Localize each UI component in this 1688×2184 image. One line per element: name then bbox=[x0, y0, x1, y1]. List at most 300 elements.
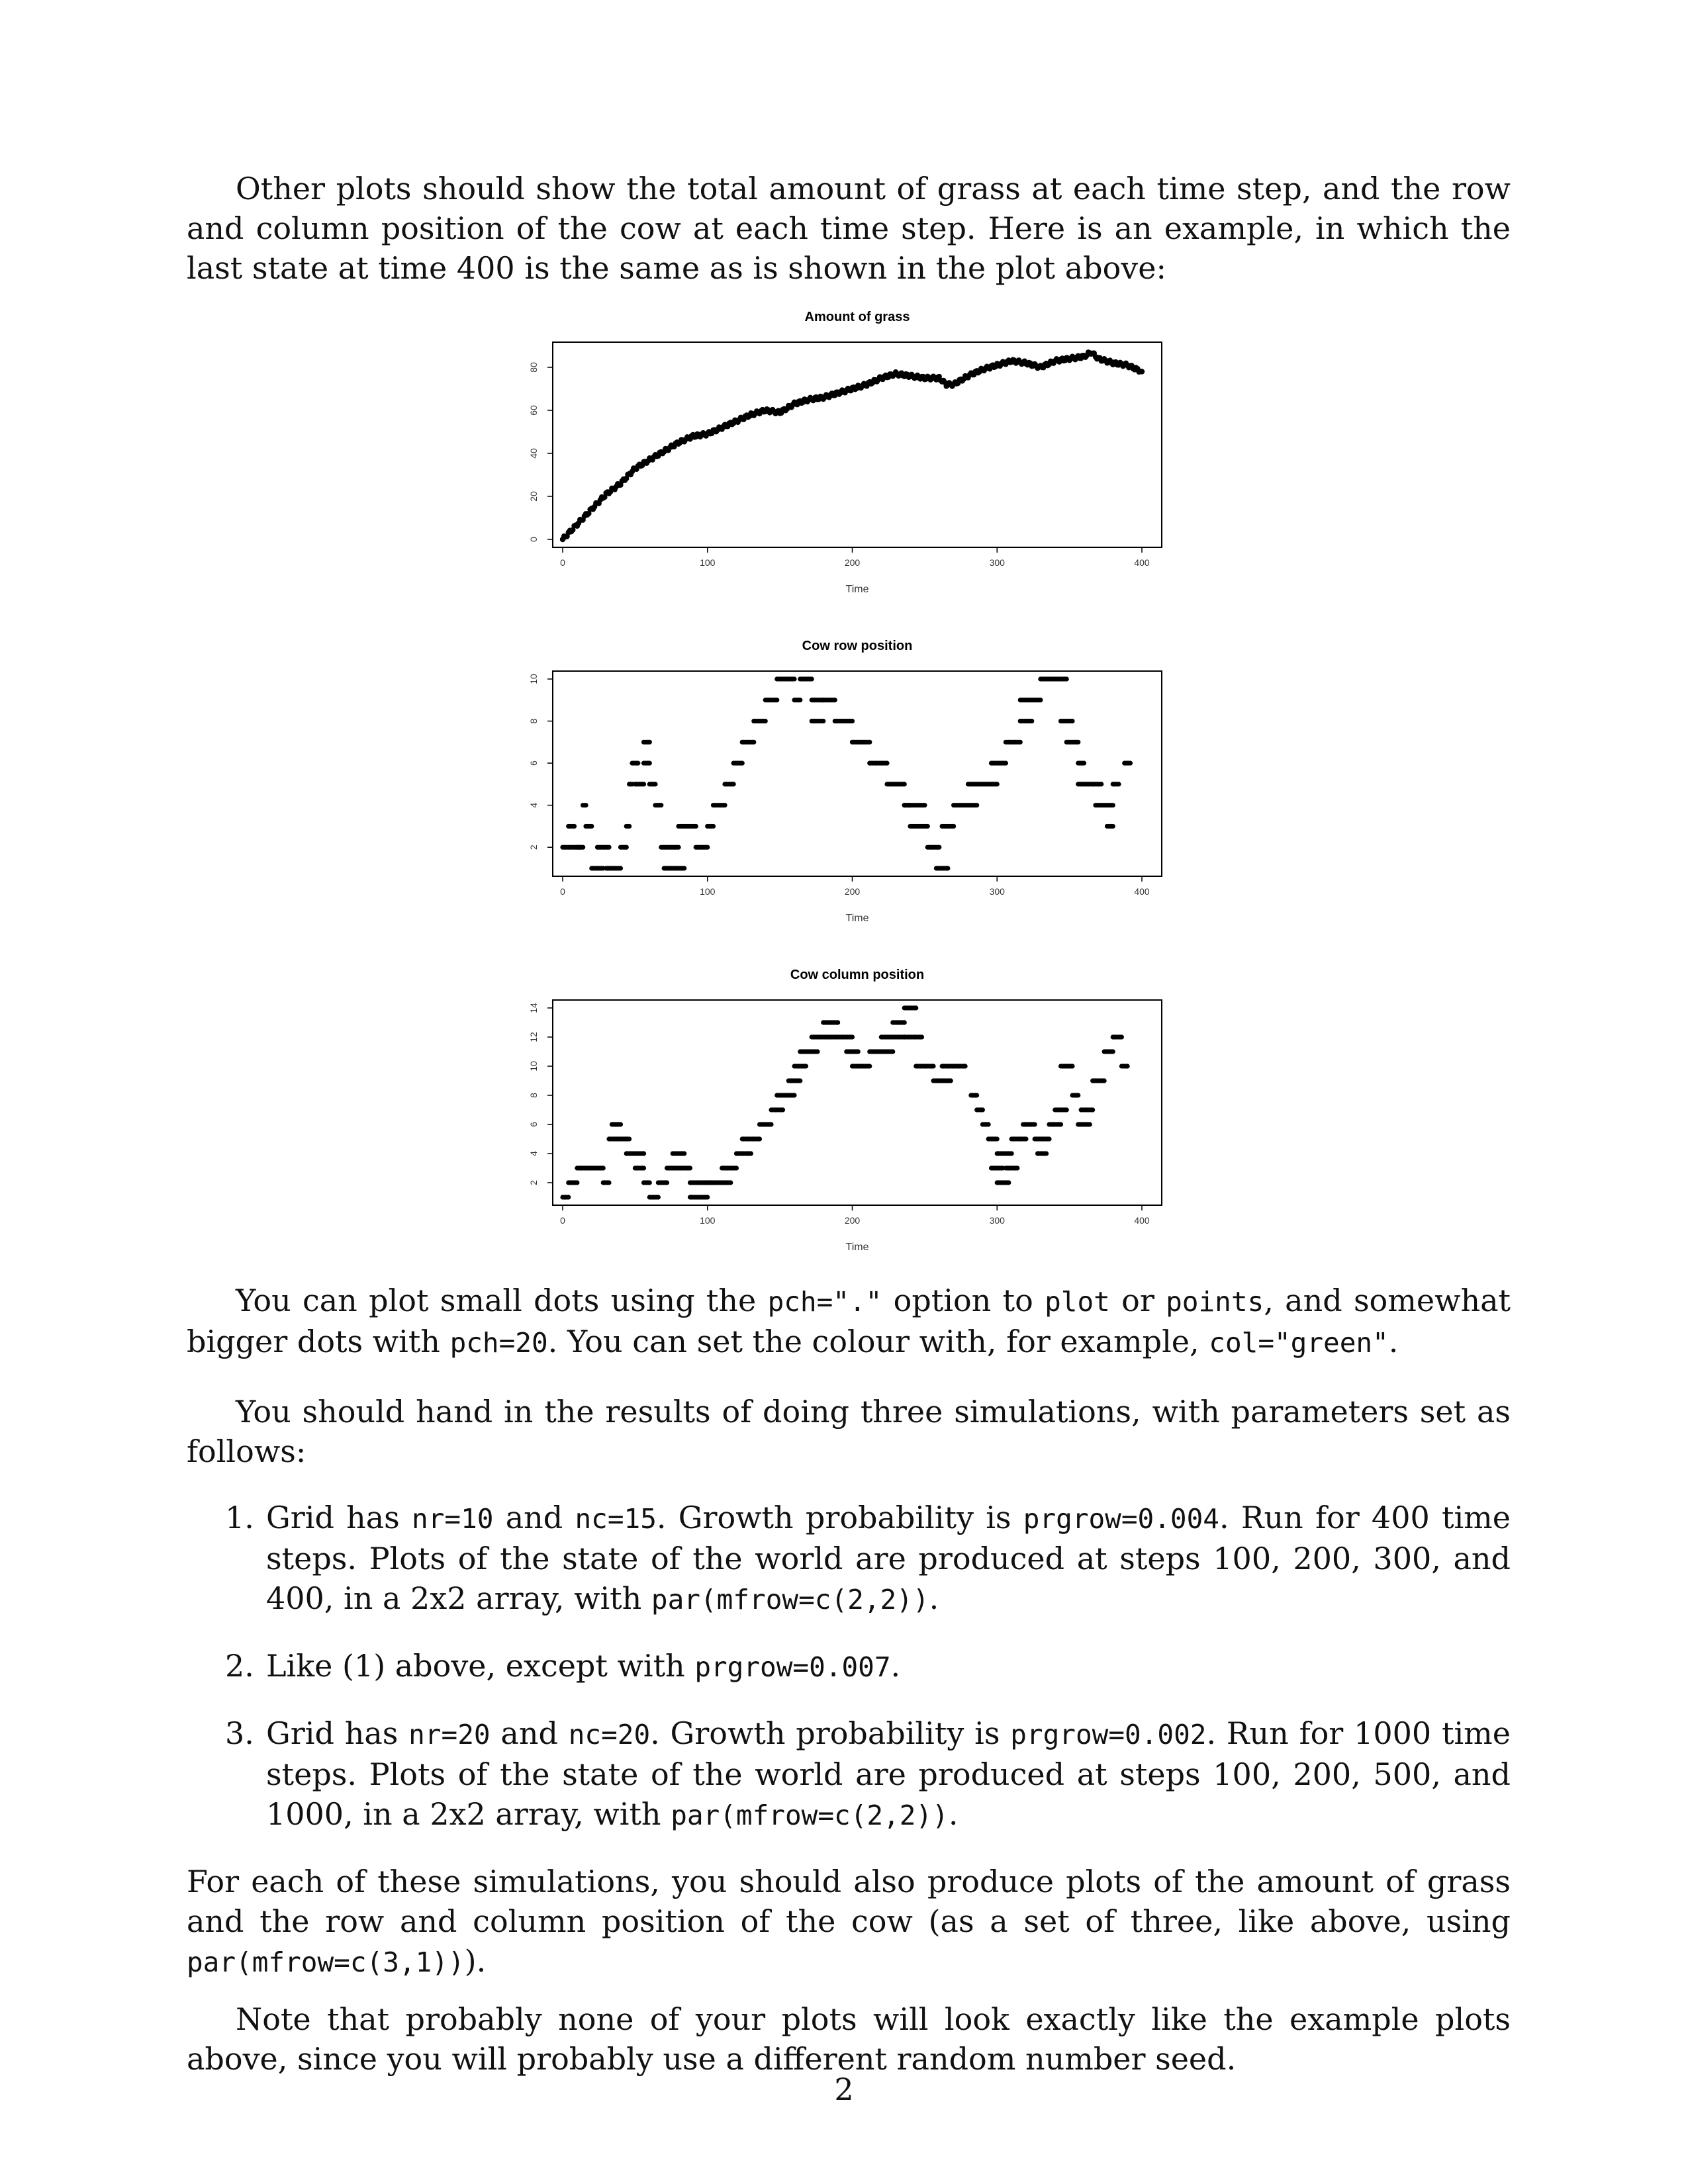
data-point bbox=[1077, 761, 1082, 766]
data-point bbox=[1027, 361, 1033, 366]
data-point bbox=[1077, 782, 1082, 786]
x-axis-label: Time bbox=[845, 913, 869, 924]
data-point bbox=[1080, 1107, 1085, 1112]
data-point bbox=[644, 761, 649, 766]
data-point bbox=[1009, 740, 1014, 745]
y-tick-label: 14 bbox=[528, 1003, 539, 1013]
data-point bbox=[694, 845, 698, 850]
pch-code-4: pch=20 bbox=[449, 1327, 548, 1359]
data-point bbox=[918, 803, 923, 807]
data-point bbox=[1128, 761, 1133, 766]
data-point bbox=[980, 1122, 985, 1126]
data-point bbox=[856, 1049, 861, 1054]
data-point bbox=[585, 512, 590, 518]
data-point bbox=[822, 698, 827, 702]
data-point bbox=[983, 366, 988, 371]
data-point bbox=[700, 430, 706, 435]
data-point bbox=[624, 845, 629, 850]
data-point bbox=[1019, 361, 1024, 367]
data-point bbox=[799, 1049, 804, 1054]
data-point bbox=[849, 719, 853, 723]
data-point bbox=[740, 1151, 745, 1156]
data-point bbox=[1058, 1064, 1063, 1068]
data-point bbox=[914, 1034, 918, 1039]
data-point bbox=[977, 1107, 982, 1112]
data-point bbox=[939, 379, 945, 385]
data-point bbox=[695, 1180, 700, 1185]
data-point bbox=[1018, 698, 1023, 702]
data-point bbox=[860, 740, 865, 745]
data-point bbox=[1028, 719, 1033, 723]
data-point bbox=[637, 1165, 641, 1170]
data-point bbox=[712, 427, 717, 432]
data-point bbox=[990, 1136, 995, 1141]
data-point bbox=[1103, 803, 1108, 807]
data-point bbox=[695, 1195, 700, 1199]
data-point bbox=[780, 1107, 785, 1112]
data-point bbox=[579, 1165, 584, 1170]
y-tick-label: 2 bbox=[528, 844, 539, 850]
data-point bbox=[657, 803, 662, 807]
data-point bbox=[854, 1049, 859, 1054]
item3-text-5: . bbox=[948, 1796, 959, 1832]
data-point bbox=[1029, 698, 1034, 702]
data-point bbox=[624, 1136, 629, 1141]
data-point bbox=[988, 782, 992, 786]
data-point bbox=[673, 866, 678, 870]
data-point bbox=[680, 1151, 685, 1156]
grass-plot bbox=[510, 301, 1185, 612]
data-point bbox=[825, 1020, 830, 1024]
data-point bbox=[641, 1165, 646, 1170]
data-point bbox=[1060, 1107, 1064, 1112]
data-point bbox=[796, 1064, 801, 1068]
data-point bbox=[1084, 1107, 1089, 1112]
data-point bbox=[1027, 698, 1031, 702]
data-point bbox=[728, 420, 733, 425]
data-point bbox=[971, 372, 976, 377]
pch-text-2: option to bbox=[882, 1283, 1045, 1318]
data-point bbox=[1078, 355, 1084, 361]
x-tick-label: 300 bbox=[989, 886, 1005, 897]
data-point bbox=[937, 866, 941, 870]
data-point bbox=[645, 761, 650, 766]
data-point bbox=[1015, 1136, 1019, 1141]
data-point bbox=[1113, 1034, 1118, 1039]
data-point bbox=[827, 698, 831, 702]
data-point bbox=[853, 740, 857, 745]
data-point bbox=[945, 382, 951, 387]
data-point bbox=[614, 1122, 618, 1126]
data-point bbox=[753, 411, 758, 416]
data-point bbox=[954, 381, 959, 387]
data-point bbox=[1009, 1136, 1014, 1141]
data-point bbox=[882, 1034, 886, 1039]
data-point bbox=[582, 1165, 586, 1170]
data-point bbox=[956, 803, 961, 807]
column-plot bbox=[510, 959, 1185, 1270]
data-point bbox=[650, 782, 655, 786]
data-point bbox=[855, 383, 861, 388]
data-point bbox=[735, 761, 740, 766]
data-point bbox=[843, 719, 847, 723]
data-point bbox=[562, 845, 567, 850]
data-point bbox=[729, 1165, 734, 1170]
data-point bbox=[633, 1165, 637, 1170]
data-point bbox=[934, 866, 939, 870]
data-point bbox=[847, 388, 852, 393]
data-point bbox=[1049, 1122, 1053, 1126]
data-point bbox=[1103, 357, 1108, 363]
data-point bbox=[951, 803, 956, 807]
handin-paragraph: You should hand in the results of doing three simulations, with parameters set as follows: bbox=[187, 1394, 1511, 1469]
data-point bbox=[624, 476, 629, 481]
data-point bbox=[653, 782, 657, 786]
data-point bbox=[864, 383, 869, 388]
data-point bbox=[1045, 363, 1051, 368]
data-point bbox=[1033, 1122, 1037, 1126]
data-point bbox=[825, 698, 830, 702]
data-point bbox=[854, 1064, 859, 1068]
data-point bbox=[821, 698, 825, 702]
data-point bbox=[940, 1064, 945, 1068]
data-point bbox=[1111, 359, 1117, 365]
data-point bbox=[671, 1165, 675, 1170]
data-point bbox=[688, 824, 692, 829]
y-tick-label: 10 bbox=[528, 674, 539, 684]
data-point bbox=[840, 719, 845, 723]
data-point bbox=[1038, 363, 1043, 368]
data-point bbox=[1000, 359, 1006, 364]
data-point bbox=[967, 782, 972, 786]
data-point bbox=[756, 719, 761, 723]
data-point bbox=[833, 719, 837, 723]
data-point bbox=[1112, 782, 1117, 786]
data-point bbox=[626, 471, 632, 477]
data-point bbox=[696, 432, 701, 437]
data-point bbox=[714, 429, 719, 434]
data-point bbox=[744, 1136, 749, 1141]
x-tick-label: 400 bbox=[1134, 886, 1150, 897]
data-point bbox=[769, 698, 773, 702]
data-point bbox=[910, 824, 914, 829]
data-point bbox=[792, 676, 796, 681]
data-point bbox=[594, 1165, 598, 1170]
data-point bbox=[1082, 761, 1086, 766]
data-point bbox=[794, 698, 798, 702]
data-point bbox=[680, 437, 685, 443]
data-point bbox=[972, 1093, 976, 1097]
data-point bbox=[608, 489, 613, 494]
data-point bbox=[705, 845, 710, 850]
data-point bbox=[1005, 740, 1009, 745]
data-point bbox=[810, 676, 814, 681]
data-point bbox=[567, 1180, 572, 1185]
row-chart bbox=[510, 630, 1185, 941]
data-point bbox=[1044, 1151, 1049, 1156]
data-point bbox=[917, 1064, 921, 1068]
data-point bbox=[993, 1136, 998, 1141]
data-point bbox=[790, 1078, 795, 1083]
data-point bbox=[587, 507, 592, 512]
data-point bbox=[915, 824, 919, 829]
list-number-2: 2. bbox=[225, 1648, 254, 1684]
data-point bbox=[1023, 1136, 1028, 1141]
data-point bbox=[698, 1195, 702, 1199]
data-point bbox=[673, 441, 678, 446]
data-point bbox=[774, 409, 780, 414]
plot-frame bbox=[553, 671, 1162, 876]
data-point bbox=[666, 845, 671, 850]
data-point bbox=[786, 1093, 791, 1097]
data-point bbox=[867, 740, 872, 745]
data-point bbox=[1023, 719, 1028, 723]
data-point bbox=[579, 845, 584, 850]
data-point bbox=[1011, 1165, 1015, 1170]
data-point bbox=[592, 866, 597, 870]
item2-text-2: . bbox=[890, 1648, 901, 1684]
data-point bbox=[851, 1064, 856, 1068]
data-point bbox=[608, 866, 613, 870]
data-point bbox=[718, 803, 723, 807]
data-point bbox=[1025, 698, 1030, 702]
data-point bbox=[833, 1020, 837, 1024]
data-point bbox=[970, 1093, 974, 1097]
data-point bbox=[774, 698, 779, 702]
data-point bbox=[902, 803, 907, 807]
y-tick-label: 60 bbox=[528, 405, 539, 416]
data-point bbox=[626, 1136, 630, 1141]
data-point bbox=[997, 363, 1002, 369]
data-point bbox=[827, 1020, 831, 1024]
data-point bbox=[942, 380, 947, 385]
data-point bbox=[1106, 824, 1111, 829]
data-point bbox=[992, 782, 996, 786]
data-point bbox=[679, 437, 684, 442]
data-point bbox=[1089, 782, 1094, 786]
data-point bbox=[879, 1049, 884, 1054]
item1-text-5: . bbox=[929, 1580, 939, 1616]
data-point bbox=[660, 845, 665, 850]
data-point bbox=[792, 1093, 796, 1097]
data-point bbox=[1061, 358, 1066, 363]
data-point bbox=[1036, 364, 1041, 369]
data-point bbox=[612, 1122, 617, 1126]
data-point bbox=[894, 371, 900, 377]
data-point bbox=[701, 845, 706, 850]
data-point bbox=[1054, 1122, 1058, 1126]
data-point bbox=[656, 1195, 661, 1199]
data-point bbox=[706, 824, 711, 829]
data-point bbox=[959, 1064, 963, 1068]
data-point bbox=[1102, 1049, 1107, 1054]
data-point bbox=[701, 1180, 706, 1185]
data-point bbox=[990, 782, 995, 786]
data-point bbox=[919, 374, 924, 379]
data-point bbox=[927, 377, 933, 383]
data-point bbox=[1119, 361, 1124, 366]
data-point bbox=[606, 866, 611, 870]
data-point bbox=[810, 698, 814, 702]
data-point bbox=[990, 1165, 995, 1170]
data-point bbox=[611, 1136, 616, 1141]
data-point bbox=[810, 398, 816, 403]
data-point bbox=[998, 1165, 1002, 1170]
data-point bbox=[993, 364, 998, 369]
data-point bbox=[1111, 1049, 1115, 1054]
data-point bbox=[949, 383, 955, 388]
data-point bbox=[715, 428, 720, 433]
data-point bbox=[814, 1034, 818, 1039]
data-point bbox=[1064, 740, 1069, 745]
data-point bbox=[595, 1165, 600, 1170]
data-point bbox=[573, 845, 578, 850]
data-point bbox=[887, 371, 892, 377]
data-point bbox=[630, 1151, 634, 1156]
data-point bbox=[1116, 362, 1121, 367]
data-point bbox=[572, 824, 577, 829]
data-point bbox=[1093, 354, 1098, 359]
data-point bbox=[904, 803, 908, 807]
data-point bbox=[702, 1180, 707, 1185]
data-point bbox=[888, 782, 892, 786]
data-point bbox=[582, 514, 587, 519]
each-text-2: ). bbox=[464, 1943, 487, 1979]
data-point bbox=[627, 824, 632, 829]
data-point bbox=[1115, 782, 1119, 786]
data-point bbox=[992, 1165, 996, 1170]
data-point bbox=[655, 453, 661, 459]
x-tick-label: 300 bbox=[989, 557, 1005, 568]
data-point bbox=[709, 431, 714, 436]
data-point bbox=[705, 431, 710, 436]
data-point bbox=[692, 1195, 696, 1199]
data-point bbox=[837, 1034, 841, 1039]
data-point bbox=[596, 501, 601, 506]
data-point bbox=[867, 1049, 872, 1054]
data-point bbox=[911, 1005, 915, 1010]
data-point bbox=[609, 486, 614, 491]
data-point bbox=[749, 1136, 753, 1141]
list-item-1 bbox=[187, 1498, 1511, 1619]
data-point bbox=[940, 824, 945, 829]
data-point bbox=[804, 399, 810, 404]
data-point bbox=[1070, 1093, 1074, 1097]
data-point bbox=[743, 1151, 747, 1156]
data-point bbox=[1006, 1151, 1011, 1156]
data-point bbox=[692, 434, 697, 439]
data-point bbox=[678, 1151, 682, 1156]
data-point bbox=[566, 1180, 571, 1185]
data-point bbox=[673, 1151, 678, 1156]
data-point bbox=[1011, 740, 1015, 745]
data-point bbox=[686, 435, 691, 441]
data-point bbox=[984, 364, 990, 369]
data-point bbox=[659, 449, 664, 455]
data-point bbox=[649, 457, 655, 463]
data-point bbox=[1011, 357, 1017, 363]
data-point bbox=[569, 529, 574, 534]
data-point bbox=[702, 1195, 707, 1199]
data-point bbox=[673, 845, 678, 850]
data-point bbox=[616, 482, 622, 488]
data-point bbox=[600, 495, 606, 500]
data-point bbox=[667, 1165, 672, 1170]
data-point bbox=[798, 676, 802, 681]
list-item-3 bbox=[187, 1713, 1511, 1835]
data-point bbox=[750, 740, 755, 745]
data-point bbox=[682, 439, 687, 444]
data-point bbox=[949, 824, 953, 829]
data-point bbox=[889, 782, 894, 786]
data-point bbox=[926, 375, 931, 380]
data-point bbox=[994, 361, 1000, 366]
data-point bbox=[825, 394, 830, 399]
data-point bbox=[751, 719, 756, 723]
data-point bbox=[804, 1064, 808, 1068]
data-point bbox=[938, 1078, 943, 1083]
data-point bbox=[925, 1064, 930, 1068]
data-point bbox=[644, 461, 649, 466]
data-point bbox=[616, 866, 620, 870]
data-point bbox=[935, 866, 940, 870]
data-point bbox=[761, 719, 766, 723]
data-point bbox=[711, 824, 716, 829]
data-point bbox=[625, 472, 630, 477]
data-point bbox=[747, 414, 752, 419]
pch-code-5: col="green" bbox=[1209, 1327, 1389, 1359]
data-point bbox=[945, 1078, 950, 1083]
data-point bbox=[662, 845, 667, 850]
data-point bbox=[699, 1180, 704, 1185]
data-point bbox=[896, 782, 901, 786]
x-tick-label: 400 bbox=[1134, 557, 1150, 568]
data-point bbox=[618, 866, 623, 870]
data-point bbox=[751, 1136, 756, 1141]
data-point bbox=[601, 1165, 606, 1170]
data-point bbox=[575, 1180, 579, 1185]
data-point bbox=[865, 1064, 869, 1068]
data-point bbox=[671, 866, 675, 870]
data-point bbox=[931, 1078, 935, 1083]
data-point bbox=[935, 845, 940, 850]
data-point bbox=[569, 1180, 574, 1185]
data-point bbox=[1076, 353, 1081, 359]
data-point bbox=[1004, 1180, 1008, 1185]
data-point bbox=[900, 782, 905, 786]
data-point bbox=[626, 824, 630, 829]
data-point bbox=[873, 1049, 878, 1054]
data-point bbox=[1083, 1107, 1088, 1112]
data-point bbox=[1015, 359, 1020, 365]
data-point bbox=[789, 1093, 794, 1097]
data-point bbox=[998, 1180, 1002, 1185]
data-point bbox=[1111, 1034, 1115, 1039]
data-point bbox=[1096, 1078, 1101, 1083]
x-tick-label: 400 bbox=[1134, 1215, 1150, 1226]
data-point bbox=[947, 824, 951, 829]
data-point bbox=[821, 396, 826, 402]
data-point bbox=[1058, 357, 1063, 362]
data-point bbox=[850, 740, 855, 745]
data-point bbox=[1080, 1122, 1085, 1126]
data-point bbox=[1035, 698, 1040, 702]
data-point bbox=[758, 408, 763, 414]
data-point bbox=[976, 370, 981, 375]
data-point bbox=[686, 824, 691, 829]
pch-text-5: . You can set the colour with, for example, bbox=[547, 1324, 1209, 1359]
data-point bbox=[922, 1064, 927, 1068]
